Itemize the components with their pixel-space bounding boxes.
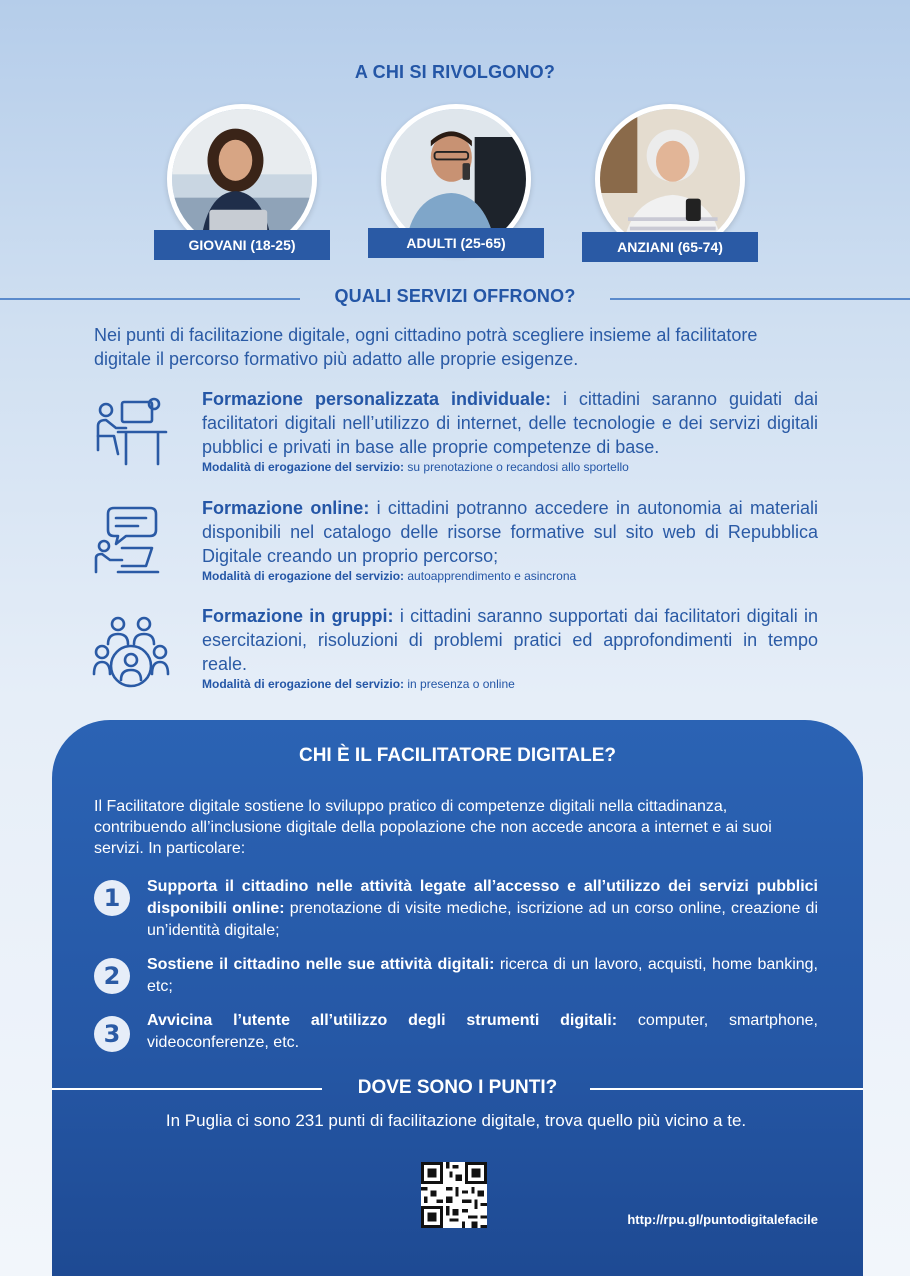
number-2-badge: 2	[94, 958, 130, 994]
where-text: In Puglia ci sono 231 punti di facilitazione digitale, trova quello più vicino a te.	[165, 1111, 747, 1130]
persona-senior	[590, 104, 750, 254]
services-intro: Nei punti di facilitazione digitale, ogni cittadino potrà scegliere insieme al facilitatore digitale il percorso formativo più adatto alle proprie esigenze.	[94, 325, 758, 369]
number-3-badge: 3	[94, 1016, 130, 1052]
group-icon	[92, 614, 170, 692]
service-group-mode-label: Modalità di erogazione del servizio:	[202, 677, 405, 691]
service-group-title: Formazione in gruppi:	[202, 606, 394, 626]
facilitator-item-3-text: computer, smartphone, videoconferenze, etc.	[147, 1012, 818, 1051]
service-online-text: i cittadini potranno accedere in autonomia ai materiali disponibili nel catalogo delle risorse formative sul sito web di Repubblica Digitale creando un proprio percorso;	[202, 498, 818, 566]
persona-adult	[376, 104, 536, 254]
service-group	[202, 604, 818, 692]
audience-label-young: GIOVANI (18-25)	[154, 230, 330, 260]
services-title: QUALI SERVIZI OFFRONO?	[334, 286, 576, 306]
service-individual-title: Formazione personalizzata individuale:	[202, 389, 551, 409]
divider-right	[610, 298, 910, 300]
service-online-mode-label: Modalità di erogazione del servizio:	[202, 569, 405, 583]
audience-label-adult: ADULTI (25-65)	[368, 228, 544, 258]
where-divider-right	[590, 1088, 863, 1090]
facilitator-intro: Il Facilitatore digitale sostiene lo sviluppo pratico di competenze digitali nella cittadinanza, contribuendo all’inclusione digitale della popolazione che non accede ancora a internet e ai suoi servizi. In particolare:	[94, 798, 772, 857]
number-1-badge: 1	[94, 880, 130, 916]
where-title: DOVE SONO I PUNTI?	[357, 1077, 558, 1098]
facilitator-item-2-text: ricerca di un lavoro, acquisti, home banking, etc;	[147, 956, 819, 995]
facilitator-title: CHI È IL FACILITATORE DIGITALE?	[298, 745, 617, 766]
service-group-text: i cittadini saranno supportati dai facilitatori digitali in esercitazioni, risoluzioni di problemi pratici ed approfondimenti in tempo reale.	[202, 606, 818, 674]
facilitator-item-1-bold: Supporta il cittadino nelle attività legate all’accesso e all’utilizzo dei servizi pubblici disponibili online:	[147, 878, 818, 917]
facilitator-item-3-bold: Avvicina l’utente all’utilizzo degli strumenti digitali:	[147, 1012, 618, 1029]
person-at-desk-icon	[92, 392, 170, 470]
service-online	[202, 496, 818, 584]
service-individual-mode-label: Modalità di erogazione del servizio:	[202, 460, 405, 474]
facilitator-item-2-bold: Sostiene il cittadino nelle sue attività digitali:	[147, 956, 495, 973]
audience-label-senior: ANZIANI (65-74)	[582, 232, 758, 262]
service-individual-mode: su prenotazione o recandosi allo sportello	[404, 460, 629, 474]
service-online-mode: autoapprendimento e asincrona	[404, 569, 577, 583]
qr-code[interactable]	[421, 1162, 487, 1228]
persona-young	[162, 104, 322, 254]
audience-title: A CHI SI RIVOLGONO?	[354, 62, 556, 82]
online-chat-icon	[92, 502, 170, 580]
service-individual	[202, 387, 818, 475]
service-online-title: Formazione online:	[202, 498, 370, 518]
facilitator-item-3	[147, 1010, 818, 1054]
service-group-mode: in presenza o online	[404, 677, 515, 691]
facilitator-item-2	[147, 954, 818, 998]
service-individual-text: i cittadini saranno guidati dai facilitatori digitali nell’utilizzo di internet, delle tecnologie e dei servizi digitali pubblici e privati in base alle proprie competenze di base.	[202, 389, 818, 457]
link-url[interactable]: http://rpu.gl/puntodigitalefacile	[627, 1212, 818, 1227]
facilitator-item-1-text: prenotazione di visite mediche, iscrizione ad un corso online, creazione di un’identità digitale;	[147, 900, 819, 939]
facilitator-item-1	[147, 876, 818, 942]
